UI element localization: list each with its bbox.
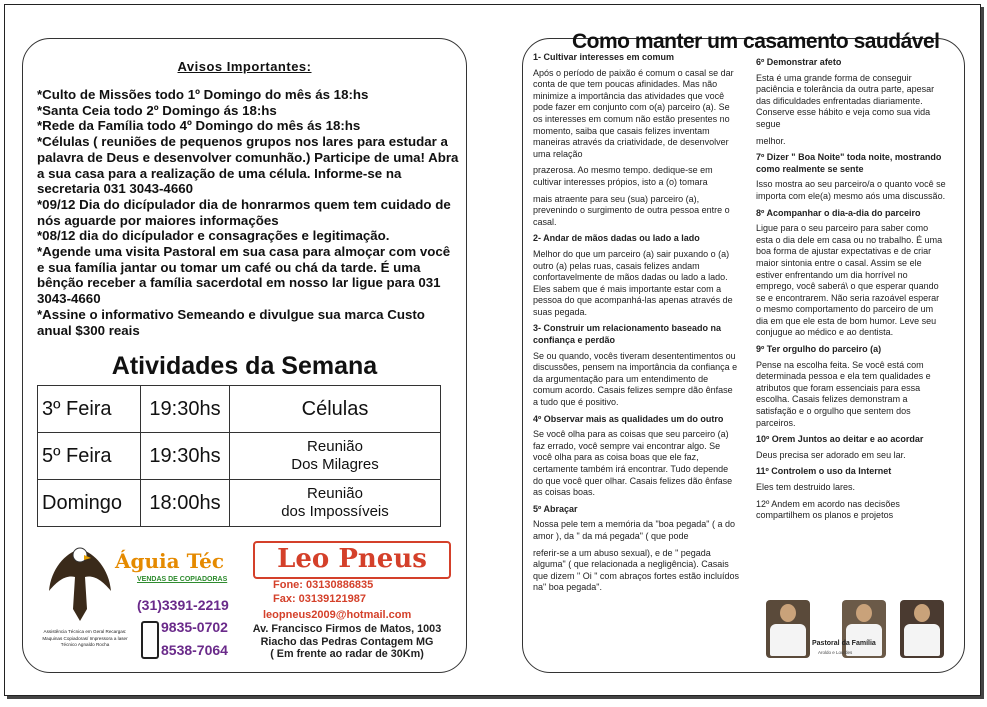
schedule-day: 5º Feira — [38, 433, 141, 480]
tip-text: melhor. — [756, 135, 786, 146]
notice-item: *Santa Ceia todo 2º Domingo ás 18:hs — [37, 102, 277, 118]
tip-heading: 3- Construir um relacionamento baseado na confiança e perdão — [533, 323, 722, 346]
couple-photo — [900, 600, 944, 658]
tip-text: Eles tem destruido lares. — [756, 482, 856, 492]
tip-text: mais atraente para seu (sua) parceiro (a), prevenindo o surgimento de outra pessoa entre o casal. — [533, 193, 730, 227]
tip-heading: 10º Orem Juntos ao deitar e ao acordar — [756, 434, 924, 445]
leo-email: leopneus2009@hotmail.com — [263, 609, 412, 621]
aguia-name: Águia Téc — [115, 549, 225, 573]
tip-heading: 6º Demonstrar afeto — [756, 57, 842, 67]
activity-line: Dos Milagres — [291, 456, 379, 473]
activity-line: Células — [301, 398, 369, 420]
left-panel — [22, 38, 467, 673]
notice-item: *Agende uma visita Pastoral em sua casa para almoçar com você e sua família jantar ou tomar um café ou chá da tarde. É uma bênção receber a família sacerdotal em nosso lar ligue para 031 3043-4660 — [37, 244, 451, 307]
aguia-ad — [31, 535, 241, 665]
tip-text: Se ou quando, vocês tiveram desententimentos ou discussões, pensem na importância da confiança e da argumentação para um entendimento de comum acordo. Casais felizes sempre dão ênfase a tudo que é positivo. — [533, 350, 738, 408]
address-line: ( Em frente ao radar de 30Km) — [270, 648, 424, 660]
leo-phone: Fone: 03130886835 — [273, 579, 374, 591]
table-row — [38, 480, 441, 527]
leo-pneus-ad — [253, 541, 447, 665]
aguia-cell-2: 8538-7064 — [161, 642, 228, 658]
article-title: Como manter um casamento saudável — [572, 30, 940, 53]
tip-heading: 4º Observar mais as qualidades um do outro — [533, 413, 724, 424]
pastoral-label: Pastoral da Família — [812, 640, 876, 647]
article-column-2 — [756, 57, 946, 527]
tip-text: Nossa pele tem a memória da "boa pegada" ( a do amor ), da " da má pegada" ( que pode — [533, 519, 736, 541]
tip-text: prazerosa. Ao mesmo tempo. dedique-se em cultivar interesses própios, isto a (o) tomara — [533, 165, 713, 187]
schedule-activity — [230, 480, 441, 527]
tip-heading: 5º Abraçar — [533, 503, 578, 514]
notice-title: Avisos Importantes: — [177, 59, 312, 74]
notice-item: *Culto de Missões todo 1º Domingo do mês ás 18:hs — [37, 87, 369, 102]
tip-heading: 11º Controlem o uso da Internet — [756, 466, 892, 477]
tip-heading: 1- Cultivar interesses em comum — [533, 52, 675, 62]
table-row — [38, 433, 441, 480]
table-row — [38, 386, 441, 433]
address-line: Av. Francisco Firmos de Matos, 1003 — [252, 623, 442, 635]
leo-address — [247, 623, 447, 661]
notice-item: *Células ( reuniões de pequenos grupos nos lares para estudar a palavra de Deus e desenvolver comunhão.) Participe de uma! Abra a sua casa para a realização de uma célula. Informe-se na secretaria 031 3043-4660 — [37, 134, 459, 197]
tip-heading: 7º Dizer " Boa Noite" toda noite, mostrando como realmente se sente — [756, 152, 942, 174]
week-title: Atividades da Semana — [111, 352, 378, 380]
schedule-time: 19:30hs — [141, 433, 230, 480]
article-column-1 — [533, 52, 739, 599]
tip-text: Pense na escolha feita. Se você está com determinada pessoa e ela tem qualidades e atributos que foram essenciais para essa escolha. Casais felizes demonstram a satisfação e o orgulho que sentem dos parceiros. — [756, 359, 931, 428]
notice-item: *Rede da Família todo 4º Domingo do mês ás 18:hs — [37, 118, 361, 134]
pastoral-sublabel: Aroldo e Lourdes — [818, 650, 853, 655]
schedule-activity — [230, 386, 441, 433]
tip-text: 12º Andem em acordo nas decisões compartilhem os planos e projetos — [756, 498, 900, 521]
schedule-activity — [230, 433, 441, 480]
notice-item: *09/12 Dia do dicípulador dia de honrarmos quem tem cuidado de nós aguarde por maiores informações — [37, 196, 451, 228]
schedule-day: 3º Feira — [38, 386, 141, 433]
tip-text: Melhor do que um parceiro (a) sair puxando o (a) outro (a) pelas ruas, casais felizes andam confortavelmente de mãos dadas ou lado a lado. Eles sabem que é mais importante estar com a pessoa do que acompanhá-las apenas através de suas pegada. — [533, 248, 733, 317]
aguia-details: Assistência Técnica em Geral Recargas: Maquinas Copiadoras/ Impressora a laser Técnico Agnaldo Rocha — [42, 629, 128, 647]
notice-item: *Assine o informativo Semeando e divulgue sua marca Custo anual $300 reais — [37, 306, 425, 338]
tip-heading: 2- Andar de mãos dadas ou lado a lado — [533, 233, 700, 244]
notice-item: *08/12 dia do dicípulador e consagrações e legitimação. — [37, 228, 390, 244]
schedule-table — [37, 385, 441, 527]
tip-text: referir-se a um abuso sexual), e de " pegada alguma" ( que relacionada a negligência). Casais que dizem " Oi " com abraços fortes estão incluídos na" boa pegada". — [533, 547, 739, 593]
phone-icon — [141, 621, 159, 659]
ads-area — [23, 529, 466, 669]
tip-text: Deus precisa ser adorado em seu lar. — [756, 449, 906, 460]
leo-name: Leo Pneus — [253, 541, 451, 579]
tip-heading: 9º Ter orgulho do parceiro (a) — [756, 344, 882, 355]
schedule-time: 19:30hs — [141, 386, 230, 433]
leo-fax: Fax: 03139121987 — [273, 593, 366, 605]
schedule-day: Domingo — [38, 480, 141, 527]
activity-line: dos Impossíveis — [281, 503, 389, 520]
activity-line: Reunião — [307, 438, 363, 455]
aguia-subtitle: VENDAS DE COPIADORAS — [137, 576, 228, 583]
activity-line: Reunião — [307, 485, 363, 502]
aguia-phone: (31)3391-2219 — [137, 597, 229, 613]
tip-text: Isso mostra ao seu parceiro/a o quanto você se importa com ele(a) mesmo aós uma discussão. — [756, 179, 946, 201]
notices-list — [37, 87, 459, 338]
tip-text: Esta é uma grande forma de conseguir paciência e tolerância da outra parte, apesar das dificuldades enfrentadas diariamente. Conserve esse hábito e veja como sua vida segue — [756, 72, 935, 129]
tip-text: Se você olha para as coisas que seu parceiro (a) faz errado, você sempre vai encontrar algo. Se você olha para as coisa boas que ele faz, certamente também irá encontrar. Tudo depende do que você quer olhar. Casais felizes dão ênfase as coisas boas. — [533, 429, 733, 498]
address-line: Riacho das Pedras Contagem MG — [260, 635, 434, 648]
schedule-time: 18:00hs — [141, 480, 230, 527]
tip-text: Após o período de paixão é comum o casal se dar conta de que tem poucas afinidades. Mas não minimize a importância das atividades que você pode fazer em conjunto com o(a) parceiro (a). Se os interesses em comum não estão presentes no momento, saiba que casais felizes inventam maneiras através da criatividade, de desenvolver uma relação — [533, 67, 734, 159]
tip-heading: 8º Acompanhar o dia-a-dia do parceiro — [756, 207, 921, 218]
couples-photos — [760, 600, 945, 665]
tip-text: Ligue para o seu parceiro para saber como esta o dia dele em casa ou no trabalho. É uma boa forma de ajustar expectativas e de criar maior sintonia entre o casal. Assim se ele estiver enfrentando um dia horrível no emprego, você saberá\ o que esperar quando se e encontrarem. Não seria razoável esperar o mesmo comportamento do parceiro de um dia em que ele esta de bom humor. Leve seu conjugue ao médico e ao dentista. — [756, 223, 943, 338]
eagle-icon — [45, 539, 115, 623]
aguia-cell-1: 9835-0702 — [161, 619, 228, 635]
couple-photo — [766, 600, 810, 658]
